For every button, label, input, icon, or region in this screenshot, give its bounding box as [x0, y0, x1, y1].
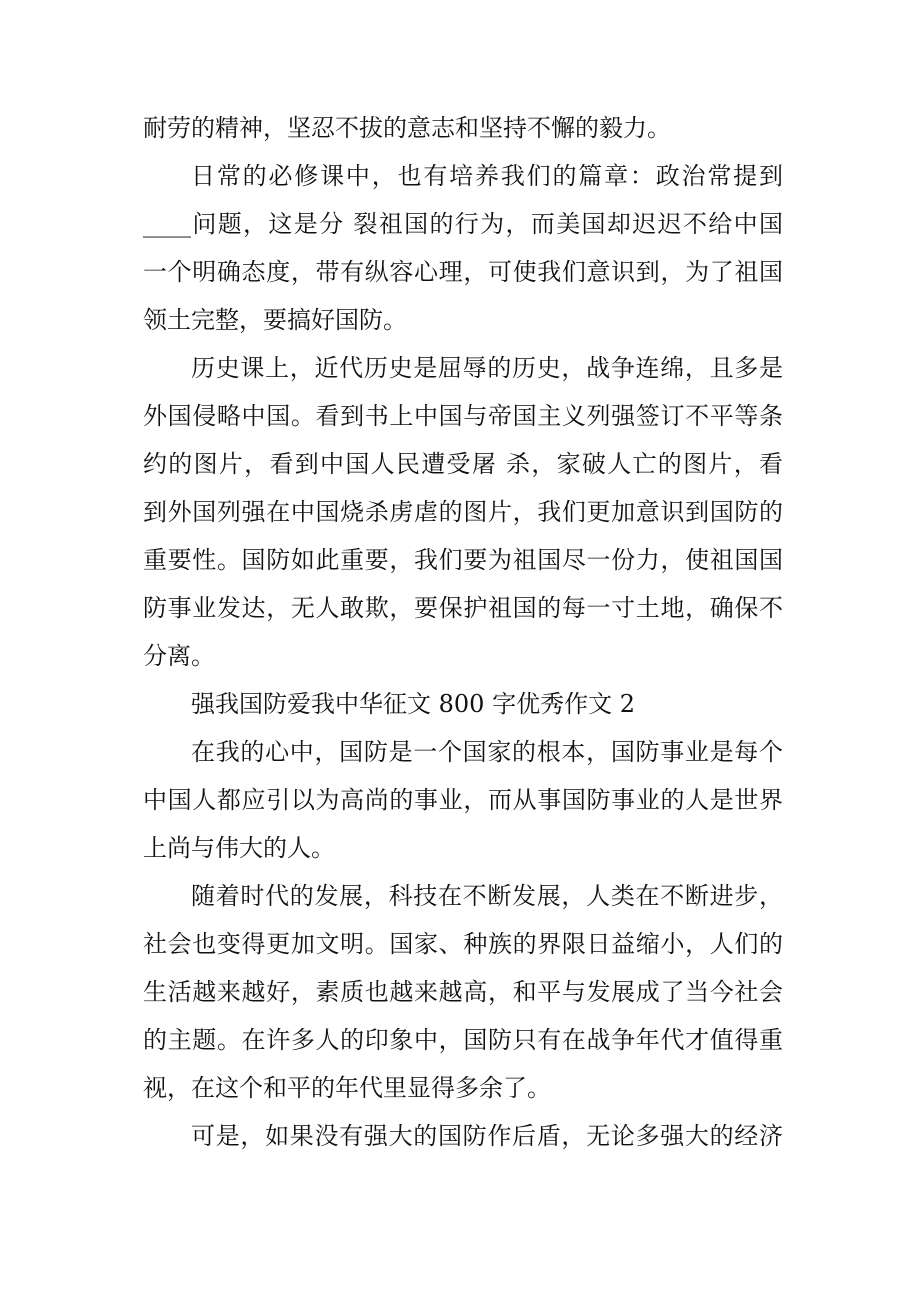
text-line: 在我的心中，国防是一个国家的根本，国防事业是每个 — [191, 738, 783, 766]
text-line: 防事业发达，无人敢欺，要保护祖国的每一寸土地，确保不 — [143, 594, 783, 622]
text-line: 领土完整，要搞好国防。 — [143, 306, 407, 334]
text-line: 可是，如果没有强大的国防作后盾，无论多强大的经济 — [191, 1122, 783, 1150]
text-line: ____问题，这是分 裂祖国的行为，而美国却迟迟不给中国 — [143, 210, 783, 238]
text-line: 重要性。国防如此重要，我们要为祖国尽一份力，使祖国国 — [143, 546, 783, 574]
text-line: 生活越来越好，素质也越来越高，和平与发展成了当今社会 — [143, 978, 783, 1006]
text-line: 日常的必修课中，也有培养我们的篇章：政治常提到 — [191, 162, 783, 190]
text-line: 社会也变得更加文明。国家、种族的界限日益缩小，人们的 — [143, 930, 783, 958]
text-line: 的主题。在许多人的印象中，国防只有在战争年代才值得重 — [143, 1026, 783, 1054]
text-line: 历史课上，近代历史是屈辱的历史，战争连绵，且多是 — [191, 354, 783, 382]
section-heading: 强我国防爱我中华征文 800 字优秀作文 2 — [191, 690, 635, 718]
text-line: 中国人都应引以为高尚的事业，而从事国防事业的人是世界 — [143, 786, 783, 814]
text-line: 到外国列强在中国烧杀虏虐的图片，我们更加意识到国防的 — [143, 498, 783, 526]
text-line: 一个明确态度，带有纵容心理，可使我们意识到，为了祖国 — [143, 258, 783, 286]
text-line: 分离。 — [143, 642, 215, 670]
text-line: 随着时代的发展，科技在不断发展，人类在不断进步， — [191, 882, 783, 910]
text-line: 约的图片，看到中国人民遭受屠 杀，家破人亡的图片，看 — [143, 450, 783, 478]
text-line: 上尚与伟大的人。 — [143, 834, 335, 862]
text-line: 耐劳的精神，坚忍不拔的意志和坚持不懈的毅力。 — [143, 114, 671, 142]
text-line: 外国侵略中国。看到书上中国与帝国主义列强签订不平等条 — [143, 402, 783, 430]
text-line: 视，在这个和平的年代里显得多余了。 — [143, 1074, 551, 1102]
